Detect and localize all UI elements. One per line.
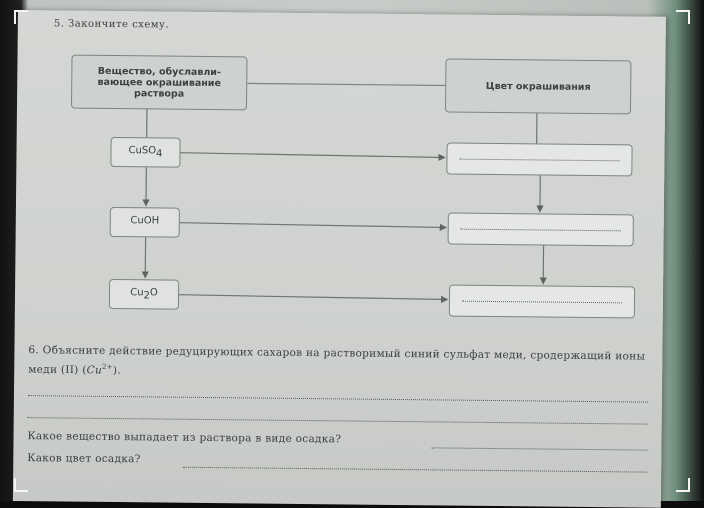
scan-corner-marker xyxy=(14,478,28,492)
formula-cu2o: $Cu_2O$ xyxy=(130,287,158,301)
scan-corner-marker xyxy=(676,478,690,492)
substance-box-cu2o xyxy=(109,279,179,310)
scan-corner-marker xyxy=(676,10,690,24)
color-header-box xyxy=(445,58,632,114)
substance-header-box xyxy=(71,55,248,111)
answer-dotted-line[interactable] xyxy=(462,300,622,304)
substance-box-cuso4 xyxy=(110,137,180,168)
substance-box-cuoh xyxy=(110,207,180,238)
color-answer-box-3[interactable] xyxy=(449,285,635,319)
task-6-text: 6. Объясните действие редуцирующих сахаров на растворимый синий сульфат меди, сродержащий ионы меди (II) $(Cu^{2+})$. xyxy=(28,342,648,384)
formula-cuso4: CuSO$_4$ xyxy=(128,145,162,159)
header-connector xyxy=(247,83,445,85)
arrow-b1-r1 xyxy=(180,153,444,158)
answer-dotted-line[interactable] xyxy=(461,228,621,232)
substance-header-text: Вещество, обуславли- вающее окрашивание раствора xyxy=(97,65,221,99)
answer-dotted-line[interactable] xyxy=(459,158,619,162)
arrow-b2-r2 xyxy=(180,223,446,228)
color-answer-box-1[interactable] xyxy=(446,142,632,176)
workbook-page xyxy=(13,10,666,508)
scan-corner-marker xyxy=(14,10,28,24)
color-answer-box-2[interactable] xyxy=(448,213,634,247)
task-5-title: 5. Закончите схему. xyxy=(54,18,169,30)
formula-cuoh: CuOH xyxy=(130,215,159,229)
arrow-b3-r3 xyxy=(179,295,447,300)
color-header-text: Цвет окрашивания xyxy=(486,80,591,92)
question-color: Каков цвет осадка? xyxy=(27,452,140,465)
question-precipitate: Какое вещество выпадает из раствора в виде осадка? xyxy=(27,430,341,445)
